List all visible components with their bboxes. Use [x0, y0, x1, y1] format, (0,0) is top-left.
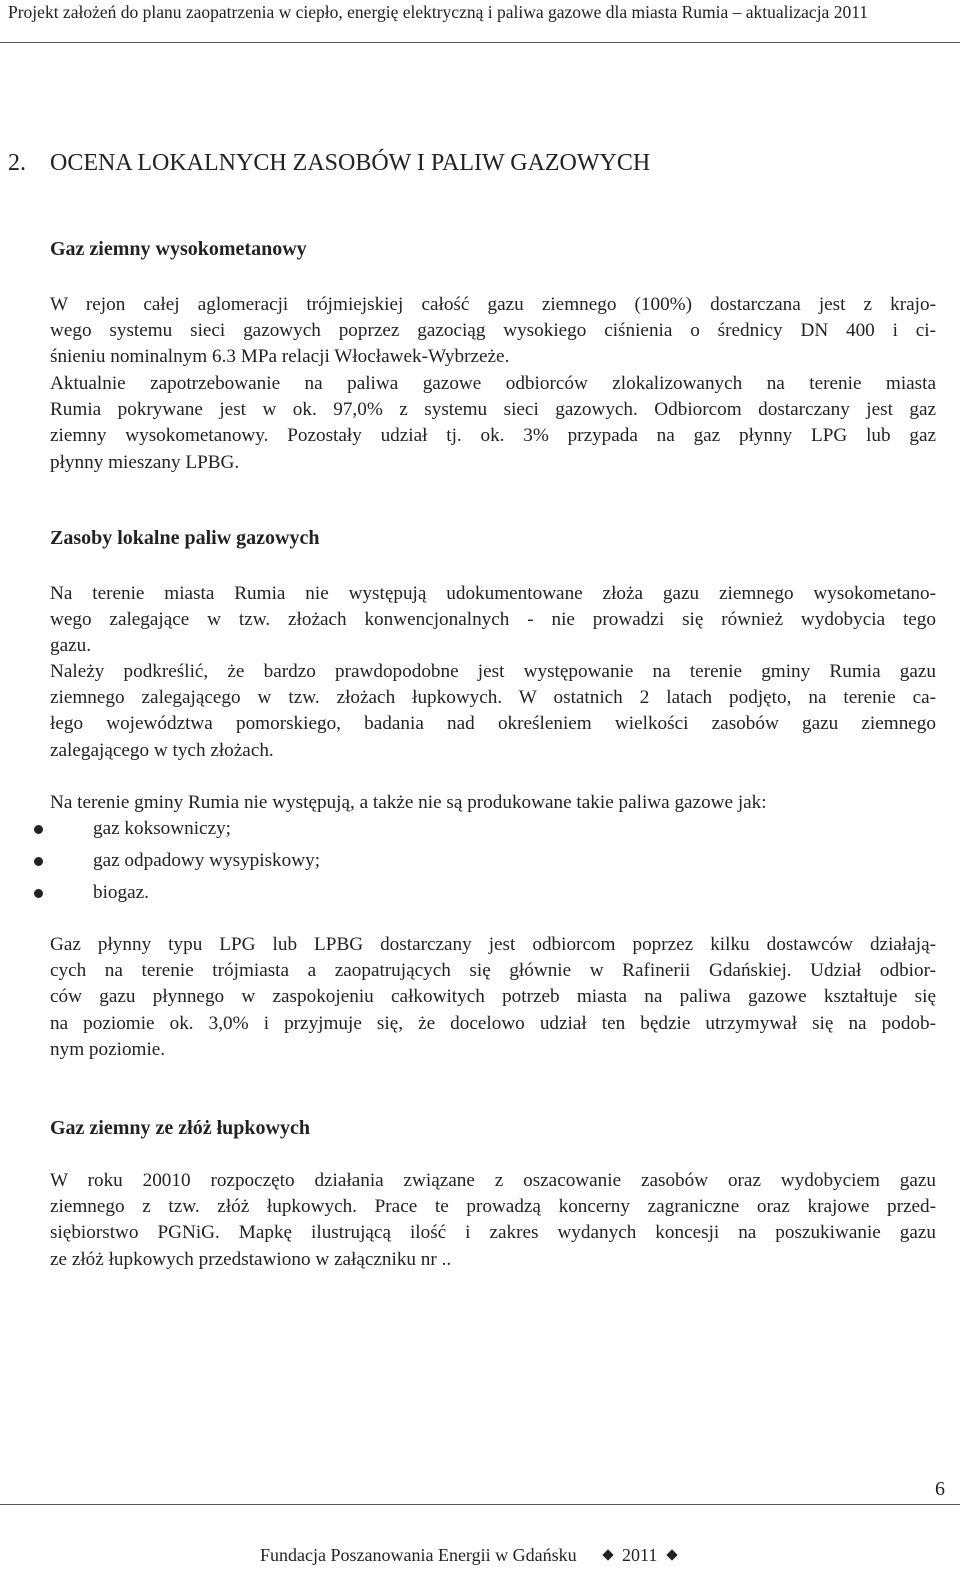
section-heading-gaz-ziemny: Gaz ziemny wysokometanowy	[50, 238, 307, 260]
running-title: Projekt założeń do planu zaopatrzenia w ciepło, energię elektryczną i paliwa gazowe dla miasta Rumia – aktualizacja 2011	[8, 2, 869, 22]
bullet-icon	[34, 889, 43, 898]
text-line: ziemnego zalegającego w tzw. złożach łupkowych. W ostatnich 2 latach podjęto, na terenie ca-	[50, 687, 936, 709]
footer-divider	[0, 1504, 960, 1505]
text-line: płynny mieszany LPBG.	[50, 451, 240, 473]
list-item	[0, 816, 960, 844]
text-line: Aktualnie zapotrzebowanie na paliwa gazowe odbiorców zlokalizowanych na terenie miasta	[50, 373, 936, 394]
chapter-number: 2.	[8, 150, 26, 176]
text-line: Gaz płynny typu LPG lub LPBG dostarczany jest odbiorcom poprzez kilku dostawców działają-	[50, 934, 936, 955]
list-item	[0, 880, 960, 908]
text-line: nym poziomie.	[50, 1038, 166, 1060]
bullet-icon	[34, 857, 43, 866]
footer-year: 2011	[622, 1545, 658, 1565]
text-line: ziemnego z tzw. złóż łupkowych. Prace te prowadzą koncerny zagraniczne oraz krajowe przed-	[50, 1196, 936, 1218]
list-item-text: gaz koksowniczy;	[93, 818, 232, 839]
paragraph	[50, 932, 936, 1063]
text-line: śnieniu nominalnym 6.3 MPa relacji Włocławek-Wybrzeże.	[50, 346, 510, 368]
text-line: W rejon całej aglomeracji trójmiejskiej całość gazu ziemnego (100%) dostarczana jest z krajo-	[50, 294, 936, 315]
paragraph	[50, 790, 936, 816]
diamond-icon	[666, 1549, 677, 1560]
text-line: cych na terenie trójmiasta a zaopatrujących się głównie w Rafinerii Gdańskiej. Udział odbior-	[50, 960, 936, 982]
chapter-title-text: OCENA LOKALNYCH ZASOBÓW I PALIW GAZOWYCH	[50, 150, 651, 176]
text-line: W roku 20010 rozpoczęto działania związane z oszacowanie zasobów oraz wydobyciem gazu	[50, 1170, 936, 1191]
text-line: ców gazu płynnego w zaspokojeniu całkowitych potrzeb miasta na paliwa gazowe kształtuje się	[50, 986, 936, 1008]
chapter-title	[8, 150, 650, 177]
text-line: Na terenie miasta Rumia nie występują udokumentowane złoża gazu ziemnego wysokometano-	[50, 583, 936, 604]
list-item	[0, 848, 960, 876]
paragraph	[50, 1168, 936, 1273]
diamond-icon	[602, 1549, 613, 1560]
paragraph	[50, 659, 936, 764]
list-item-text: gaz odpadowy wysypiskowy;	[93, 850, 321, 871]
text-line: łego województwa pomorskiego, badania nad określeniem wielkości zasobów gazu ziemnego	[50, 713, 936, 735]
paragraph	[50, 581, 936, 660]
section-heading-gaz-lupkowy: Gaz ziemny ze złóż łupkowych	[50, 1117, 310, 1139]
list-item-text: biogaz.	[93, 882, 149, 903]
text-line: Rumia pokrywane jest w ok. 97,0% z systemu sieci gazowych. Odbiorcom dostarczany jest gaz	[50, 399, 936, 421]
text-line: Na terenie gminy Rumia nie występują, a także nie są produkowane takie paliwa gazowe jak:	[50, 792, 767, 813]
page-number: 6	[935, 1478, 945, 1500]
text-line: siębiorstwo PGNiG. Mapkę ilustrującą ilość i zakres wydanych koncesji na poszukiwanie gazu	[50, 1222, 936, 1244]
text-line: wego systemu sieci gazowych poprzez gazociąg wysokiego ciśnienia o średnicy DN 400 i ci-	[50, 320, 936, 342]
text-line: zalegającego w tych złożach.	[50, 739, 274, 761]
text-line: wego zalegające w tzw. złożach konwencjonalnych - nie prowadzi się również wydobycia tego	[50, 609, 936, 631]
section-heading-zasoby-lokalne: Zasoby lokalne paliw gazowych	[50, 527, 320, 549]
paragraph	[50, 371, 936, 476]
text-line: Należy podkreślić, że bardzo prawdopodobne jest występowanie na terenie gminy Rumia gazu	[50, 661, 936, 682]
page-header	[0, 0, 960, 43]
text-line: ze złóż łupkowych przedstawiono w załączniku nr ..	[50, 1248, 452, 1270]
text-line: na poziomie ok. 3,0% i przyjmuje się, że docelowo udział ten będzie utrzymywał się na podob-	[50, 1012, 936, 1034]
text-line: gazu.	[50, 635, 92, 657]
paragraph	[50, 292, 936, 371]
bullet-icon	[34, 825, 43, 834]
text-line: ziemny wysokometanowy. Pozostały udział tj. ok. 3% przypada na gaz płynny LPG lub gaz	[50, 425, 936, 447]
footer-organization: Fundacja Poszanowania Energii w Gdańsku	[260, 1545, 577, 1565]
